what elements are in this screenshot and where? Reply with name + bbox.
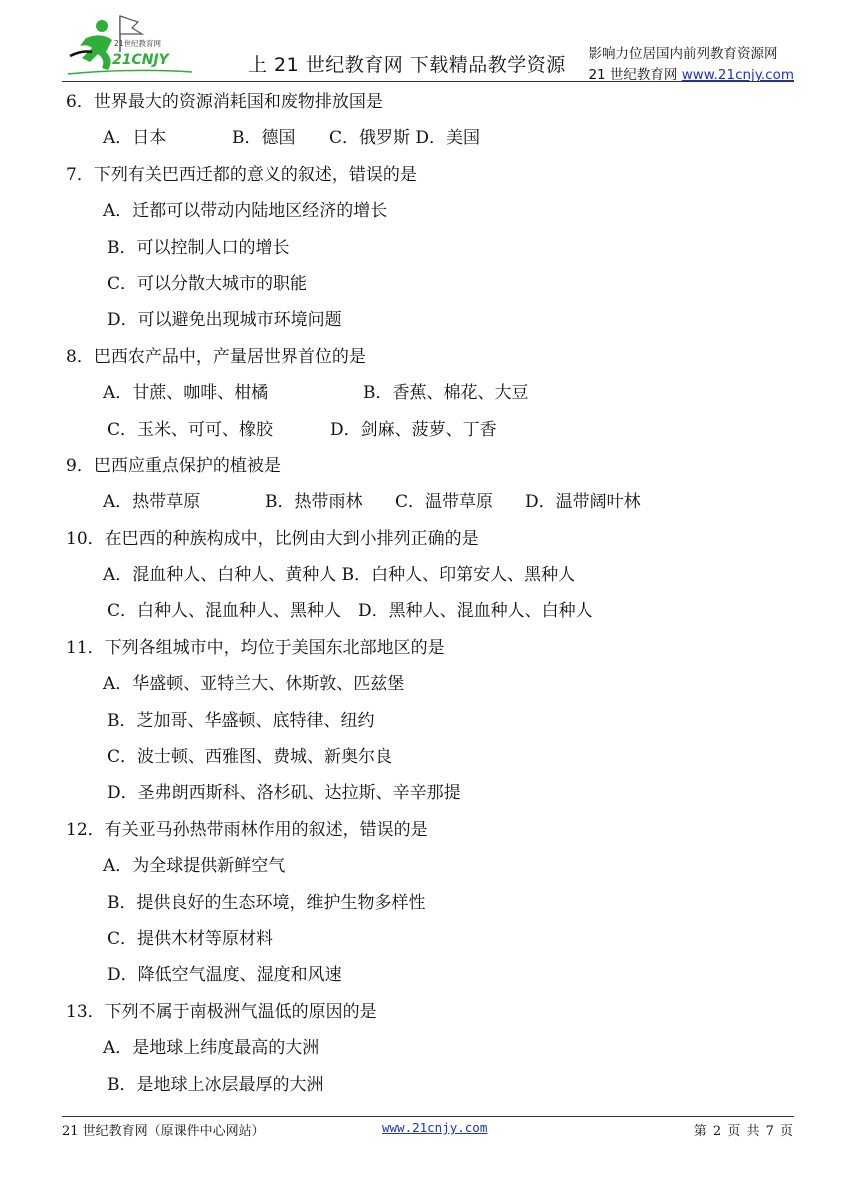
- option-row: [66, 593, 796, 629]
- question-list: [66, 84, 796, 1103]
- svg-text:21世纪教育网: 21世纪教育网: [114, 39, 162, 48]
- option: C．温带草原: [395, 492, 494, 513]
- option-row: A．华盛顿、亚特兰大、休斯敦、匹兹堡: [103, 674, 405, 695]
- page-header: [0, 0, 860, 84]
- option-row: C．提供木材等原材料: [107, 928, 274, 949]
- question-stem: 12．有关亚马孙热带雨林作用的叙述，错误的是: [66, 819, 428, 840]
- header-slogan-line1: 影响力位居国内前列教育资源网: [588, 46, 778, 62]
- option-row: B．是地球上冰层最厚的大洲: [107, 1074, 324, 1095]
- page-footer: [62, 1120, 794, 1142]
- option-row: B．芝加哥、华盛顿、底特律、纽约: [107, 710, 375, 731]
- header-slogan-line2: [588, 65, 794, 86]
- option-row: A．迁都可以带动内陆地区经济的增长: [103, 201, 388, 222]
- header-slogan: [588, 44, 794, 86]
- footer-site-name: 21 世纪教育网（原课件中心网站）: [62, 1124, 265, 1139]
- option-row: D．可以避免出现城市环境问题: [107, 310, 342, 331]
- question-stem: 8．巴西农产品中，产量居世界首位的是: [66, 346, 366, 367]
- footer-divider: [62, 1116, 794, 1117]
- option-row: D．降低空气温度、湿度和风速: [107, 965, 342, 986]
- option-row: A．为全球提供新鲜空气: [103, 856, 286, 877]
- option: D．剑麻、菠萝、丁香: [330, 419, 497, 440]
- option-row: [66, 484, 796, 520]
- header-site-name: 21 世纪教育网: [588, 67, 682, 83]
- option-row: [66, 120, 796, 156]
- svg-text:21CNJY: 21CNJY: [112, 52, 169, 68]
- option: B．香蕉、棉花、大豆: [363, 383, 529, 404]
- header-site-link[interactable]: www.21cnjy.com: [681, 67, 794, 83]
- option: C．白种人、混血种人、黑种人: [107, 601, 342, 622]
- option: B．德国: [232, 128, 296, 149]
- option-row: A．是地球上纬度最高的大洲: [103, 1038, 320, 1059]
- 21cnjy-logo: [62, 12, 202, 80]
- option: A．热带草原: [103, 492, 201, 513]
- page-number: 第 2 页 共 7 页: [693, 1124, 794, 1139]
- option-row: A．混血种人、白种人、黄种人 B．白种人、印第安人、黑种人: [103, 565, 576, 586]
- option: C．俄罗斯 D．美国: [329, 128, 481, 149]
- question-stem: 10．在巴西的种族构成中，比例由大到小排列正确的是: [66, 528, 479, 549]
- option-row: [66, 375, 796, 411]
- footer-site-link[interactable]: www.21cnjy.com: [382, 1120, 488, 1135]
- option-row: D．圣弗朗西斯科、洛杉矶、达拉斯、辛辛那提: [107, 783, 461, 804]
- question-stem: 7．下列有关巴西迁都的意义的叙述，错误的是: [66, 164, 417, 185]
- option-row: C．波士顿、西雅图、费城、新奥尔良: [107, 747, 393, 768]
- header-divider: [62, 81, 794, 82]
- option: D．温带阔叶林: [525, 492, 641, 513]
- option: B．热带雨林: [265, 492, 363, 513]
- option-row: B．可以控制人口的增长: [107, 237, 290, 258]
- option-row: [66, 412, 796, 448]
- option: A．甘蔗、咖啡、柑橘: [103, 383, 269, 404]
- header-title: 上 21 世纪教育网 下载精品教学资源: [248, 54, 566, 76]
- option-row: C．可以分散大城市的职能: [107, 273, 308, 294]
- option-row: B．提供良好的生态环境，维护生物多样性: [107, 892, 426, 913]
- option: C．玉米、可可、橡胶: [107, 419, 274, 440]
- question-stem: 9．巴西应重点保护的植被是: [66, 455, 281, 476]
- question-stem: 11．下列各组城市中，均位于美国东北部地区的是: [66, 637, 445, 658]
- question-stem: 13．下列不属于南极洲气温低的原因的是: [66, 1001, 377, 1022]
- option: D．黑种人、混血种人、白种人: [358, 601, 593, 622]
- question-stem: 6．世界最大的资源消耗国和废物排放国是: [66, 92, 383, 112]
- option: A．日本: [103, 128, 167, 149]
